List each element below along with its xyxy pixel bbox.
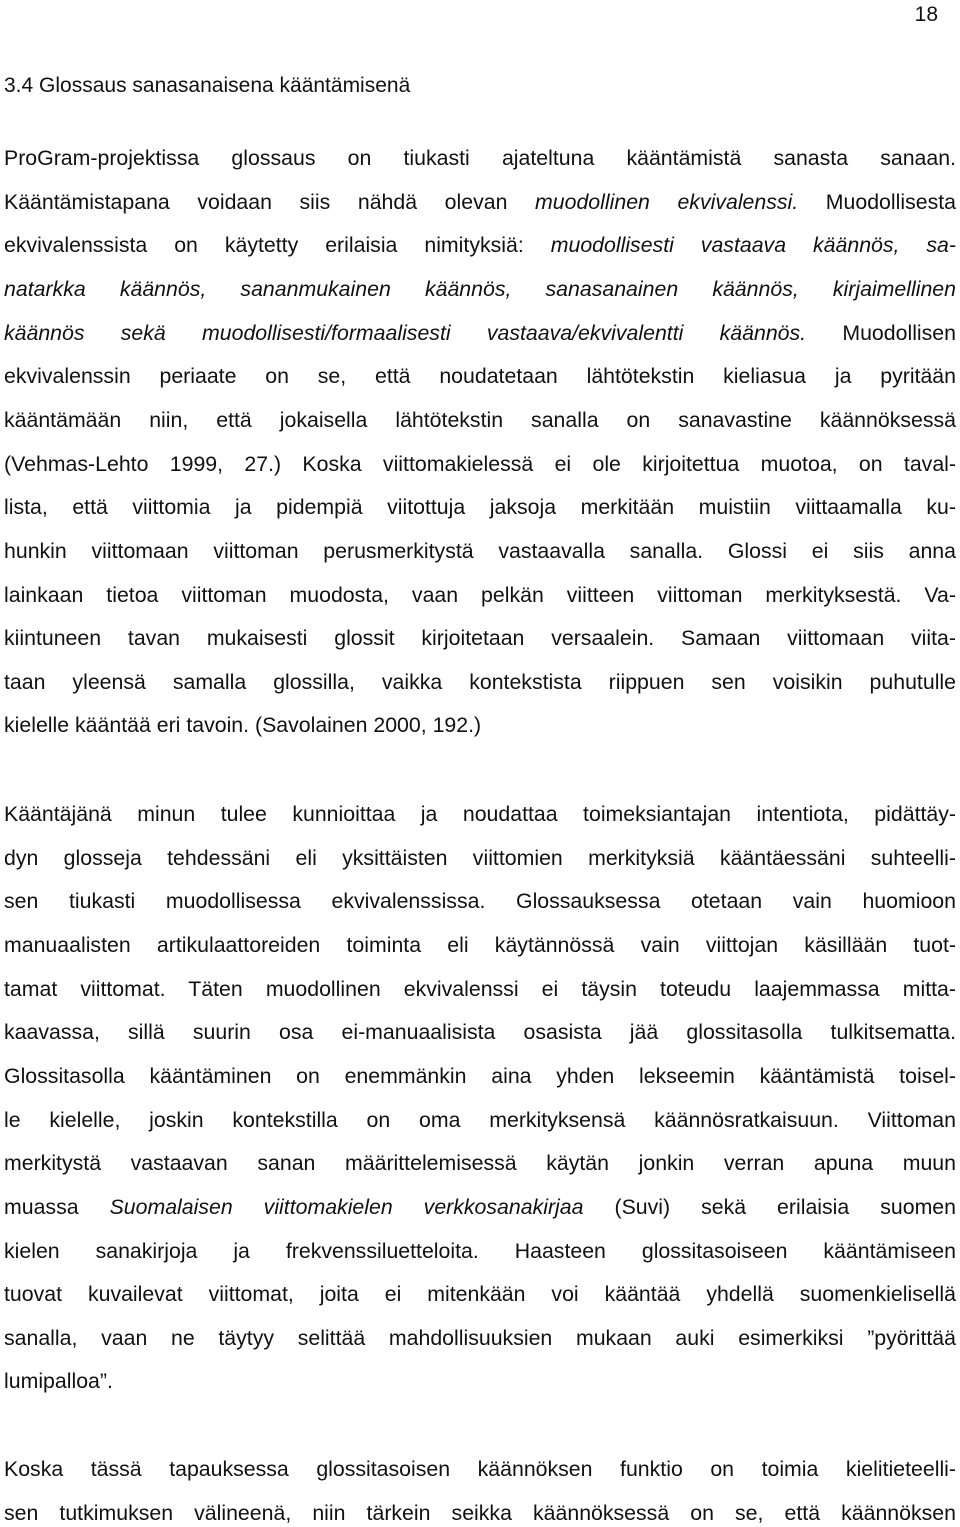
italic-text: muodollisesti vastaava käännös, sa- — [550, 233, 956, 258]
text-line — [4, 493, 956, 521]
text-line — [4, 711, 956, 739]
text-segment: ekvivalenssista on käytetty erilaisia nimityksiä: — [4, 233, 551, 258]
text-line — [4, 1062, 956, 1090]
text-segment: taan yleensä samalla glossilla, vaikka kontekstista riippuen sen voisikin puhutulle — [4, 669, 956, 694]
text-segment: ProGram-projektissa glossaus on tiukasti ajateltuna kääntämistä sanasta sanaan. — [4, 146, 956, 170]
text-segment: hunkin viittomaan viittoman perusmerkitystä vastaavalla sanalla. Glossi ei siis anna — [4, 538, 956, 563]
text-segment: (Suvi) sekä erilaisia suomen — [583, 1194, 956, 1219]
text-line — [4, 1324, 956, 1352]
text-line — [4, 406, 956, 434]
italic-text: natarkka käännös, sananmukainen käännös, sanasanainen käännös, kirjaimellinen — [4, 276, 956, 301]
text-line — [4, 1018, 956, 1046]
italic-text: käännös sekä muodollisesti/formaalisesti vastaava/ekvivalentti käännös. — [4, 320, 807, 345]
text-segment: lumipalloa”. — [4, 1369, 113, 1394]
text-line — [4, 450, 956, 478]
text-segment: Kääntämistapana voidaan siis nähdä olevan — [4, 189, 536, 214]
text-line — [4, 1367, 956, 1395]
text-line — [4, 537, 956, 565]
text-segment: kaavassa, sillä suurin osa ei-manuaalisista osasista jää glossitasolla tulkitsematta. — [4, 1020, 956, 1045]
text-line — [4, 1455, 956, 1483]
text-line — [4, 319, 956, 347]
text-segment: kielelle kääntää eri tavoin. (Savolainen 2000, 192.) — [4, 713, 482, 738]
text-segment: Kääntäjänä minun tulee kunnioittaa ja noudattaa toimeksiantajan intentiota, pidättäy- — [4, 802, 956, 826]
text-segment: lainkaan tietoa viittoman muodosta, vaan pelkän viitteen viittoman merkityksestä. Va- — [4, 582, 956, 607]
text-line — [4, 1280, 956, 1308]
text-segment: sanalla, vaan ne täytyy selittää mahdollisuuksien mukaan auki esimerkiksi ”pyörittää — [4, 1325, 956, 1350]
text-line — [4, 624, 956, 652]
text-segment: lista, että viittomia ja pidempiä viitottuja jaksoja merkitään muistiin viittaamalla ku- — [4, 495, 956, 520]
text-segment: le kielelle, joskin kontekstilla on oma merkityksensä käännösratkaisuun. Viittoman — [4, 1107, 956, 1132]
text-segment: (Vehmas-Lehto 1999, 27.) Koska viittomakielessä ei ole kirjoitettua muotoa, on taval- — [4, 451, 956, 476]
text-segment: ekvivalenssin periaate on se, että noudatetaan lähtötekstin kieliasua ja pyritään — [4, 364, 956, 389]
text-segment: merkitystä vastaavan sanan määrittelemisessä käytän jonkin verran apuna muun — [4, 1151, 956, 1176]
text-line — [4, 1237, 956, 1265]
text-line — [4, 188, 956, 216]
text-line — [4, 362, 956, 390]
text-line — [4, 1106, 956, 1134]
italic-text: muodollinen ekvivalenssi. — [535, 189, 799, 214]
text-segment: Muodollisen — [806, 320, 956, 345]
text-segment: tamat viittomat. Täten muodollinen ekvivalenssi ei täysin toteudu laajemmassa mitta- — [4, 976, 956, 1001]
text-segment: kiintuneen tavan mukaisesti glossit kirjoitetaan versaalein. Samaan viittomaan viita- — [4, 626, 956, 651]
text-line — [4, 931, 956, 959]
page-number: 18 — [914, 3, 938, 26]
text-line — [4, 1149, 956, 1177]
text-segment: tuovat kuvailevat viittomat, joita ei mitenkään voi kääntää yhdellä suomenkielisellä — [4, 1282, 956, 1307]
text-line — [4, 975, 956, 1003]
text-segment: sen tutkimuksen välineenä, niin tärkein seikka käännöksessä on se, että käännöksen — [4, 1500, 956, 1525]
text-segment: Glossitasolla kääntäminen on enemmänkin aina yhden lekseemin kääntämistä toisel- — [4, 1063, 956, 1088]
text-segment: manuaalisten artikulaattoreiden toiminta eli käytännössä vain viittojan käsillään tuot- — [4, 932, 956, 957]
section-heading: 3.4 Glossaus sanasanaisena kääntämisenä — [4, 74, 411, 97]
text-line — [4, 275, 956, 303]
text-segment: dyn glosseja tehdessäni eli yksittäisten viittomien merkityksiä kääntäessäni suhteelli- — [4, 845, 956, 870]
text-line — [4, 800, 956, 828]
text-segment: kielen sanakirjoja ja frekvenssiluetteloita. Haasteen glossitasoiseen kääntämiseen — [4, 1238, 956, 1263]
text-line — [4, 844, 956, 872]
text-line — [4, 887, 956, 915]
text-segment: Koska tässä tapauksessa glossitasoisen käännöksen funktio on toimia kielitieteelli- — [4, 1457, 956, 1481]
text-line — [4, 231, 956, 259]
italic-text: Suomalaisen viittomakielen verkkosanakirjaa — [109, 1194, 584, 1219]
text-line — [4, 1499, 956, 1527]
text-line — [4, 1193, 956, 1221]
text-line — [4, 144, 956, 172]
text-segment: Muodollisesta — [798, 189, 957, 214]
text-line — [4, 668, 956, 696]
text-segment: muassa — [4, 1194, 110, 1219]
text-segment: kääntämään niin, että jokaisella lähtötekstin sanalla on sanavastine käännöksessä — [4, 407, 956, 432]
text-line — [4, 581, 956, 609]
text-segment: sen tiukasti muodollisessa ekvivalenssissa. Glossauksessa otetaan vain huomioon — [4, 889, 956, 914]
